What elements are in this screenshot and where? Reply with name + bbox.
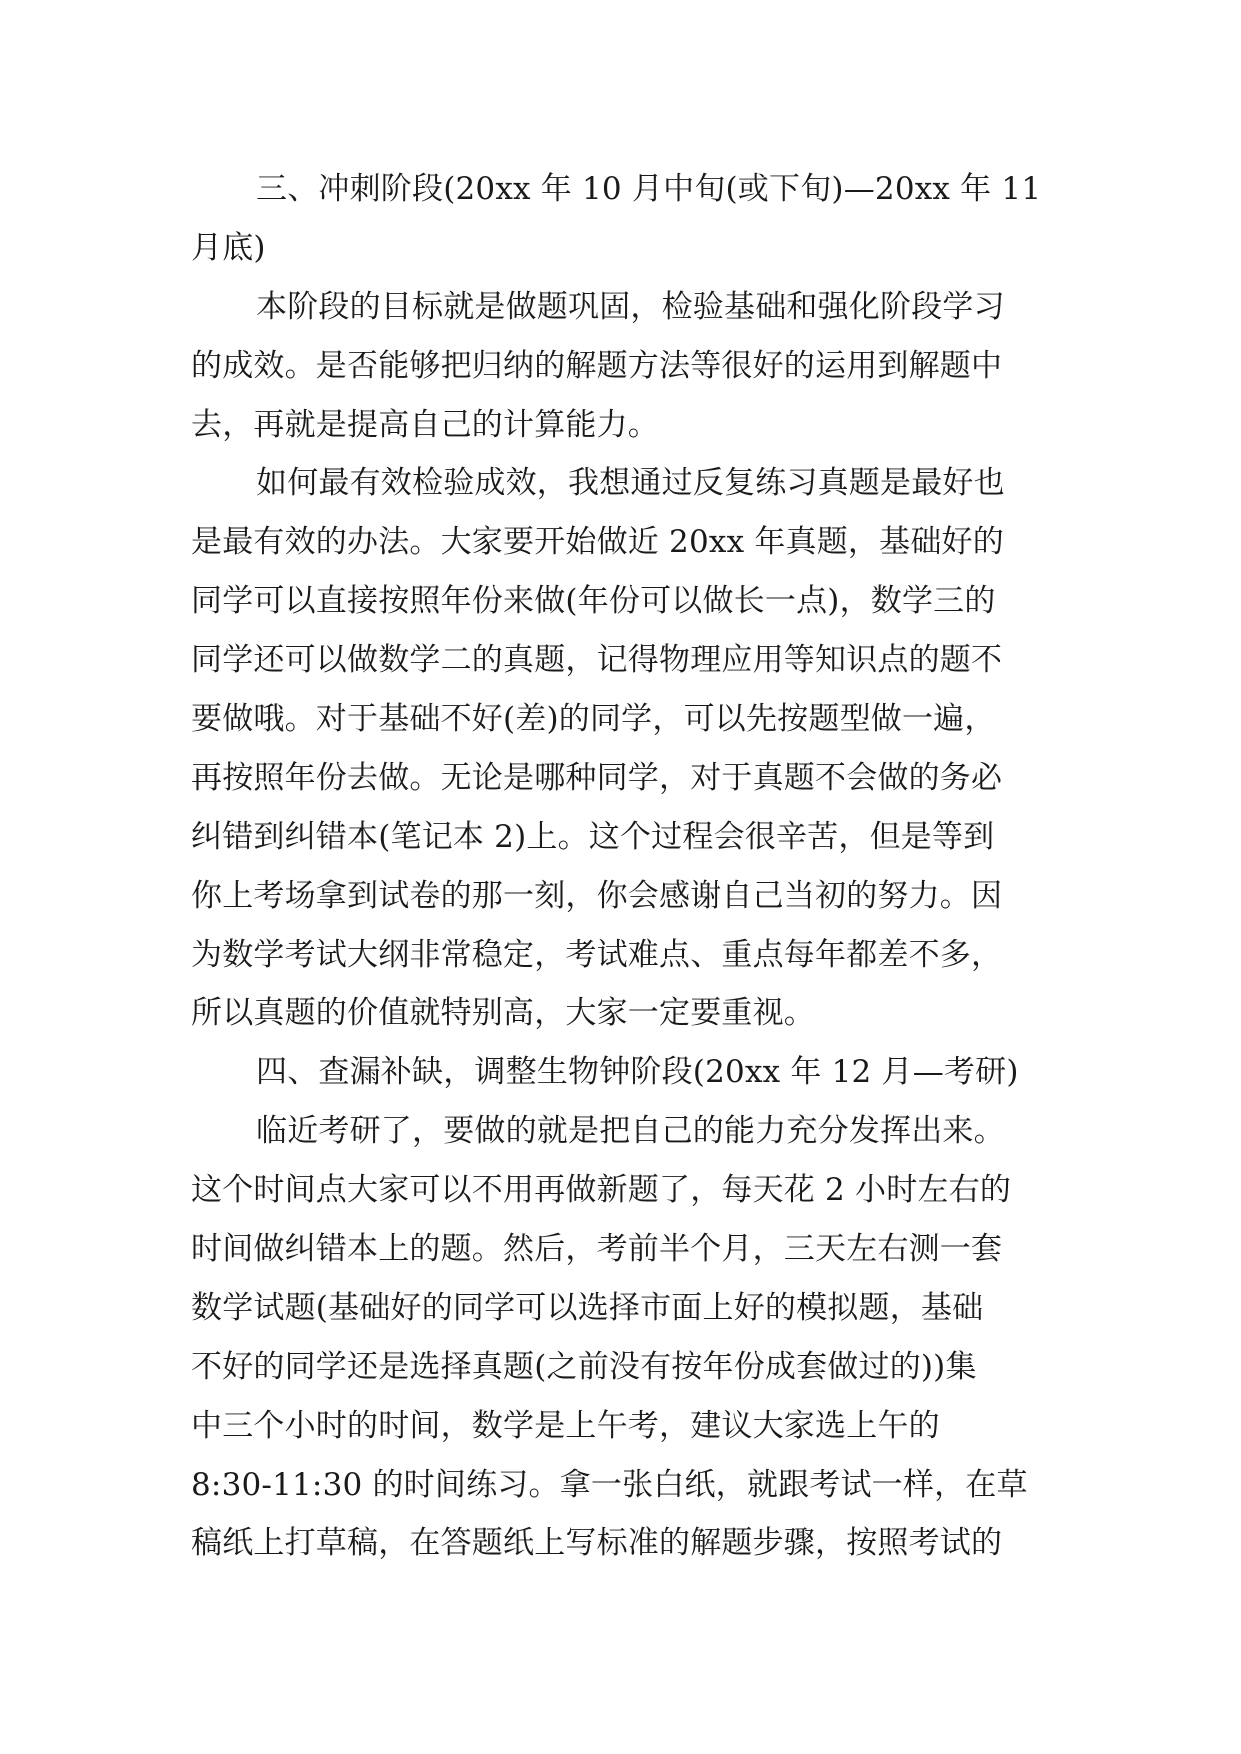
paragraph-line: 时间做纠错本上的题。然后，考前半个月，三天左右测一套 [191, 1231, 1003, 1268]
paragraph-line: 这个时间点大家可以不用再做新题了，每天花 2 小时左右的 [191, 1172, 1012, 1209]
paragraph-line: 不好的同学还是选择真题(之前没有按年份成套做过的))集 [191, 1348, 977, 1385]
paragraph-line: 数学试题(基础好的同学可以选择市面上好的模拟题，基础 [191, 1289, 984, 1326]
paragraph-line: 再按照年份去做。无论是哪种同学，对于真题不会做的务必 [191, 759, 1003, 796]
paragraph-line: 为数学考试大纲非常稳定，考试难点、重点每年都差不多， [191, 936, 1003, 973]
document-body [191, 160, 1071, 1573]
section-heading-review-stage: 四、查漏补缺，调整生物钟阶段(20xx 年 12 月—考研) [256, 1054, 1019, 1091]
paragraph-line: 纠错到纠错本(笔记本 2)上。这个过程会很辛苦，但是等到 [191, 818, 995, 855]
paragraph-line: 稿纸上打草稿，在答题纸上写标准的解题步骤，按照考试的 [191, 1525, 1003, 1562]
paragraph-line: 如何最有效检验成效，我想通过反复练习真题是最好也 [256, 465, 1005, 502]
paragraph-line: 中三个小时的时间，数学是上午考，建议大家选上午的 [191, 1407, 940, 1444]
paragraph-line: 临近考研了，要做的就是把自己的能力充分发挥出来。 [256, 1113, 1005, 1150]
paragraph-line: 你上考场拿到试卷的那一刻，你会感谢自己当初的努力。因 [191, 877, 1003, 914]
paragraph-line: 同学可以直接按照年份来做(年份可以做长一点)，数学三的 [191, 583, 996, 620]
paragraph-line: 同学还可以做数学二的真题，记得物理应用等知识点的题不 [191, 642, 1003, 679]
paragraph-line: 8:30-11:30 的时间练习。拿一张白纸，就跟考试一样，在草 [191, 1466, 1028, 1503]
paragraph-line: 要做哦。对于基础不好(差)的同学，可以先按题型做一遍， [191, 701, 996, 738]
section-heading-sprint-stage-continued: 月底) [191, 229, 266, 266]
section-heading-sprint-stage: 三、冲刺阶段(20xx 年 10 月中旬(或下旬)—20xx 年 11 [256, 171, 1042, 207]
paragraph-line: 所以真题的价值就特别高，大家一定要重视。 [191, 995, 815, 1032]
paragraph-line: 本阶段的目标就是做题巩固，检验基础和强化阶段学习 [256, 288, 1005, 325]
paragraph-line: 去，再就是提高自己的计算能力。 [191, 406, 659, 443]
paragraph-line: 的成效。是否能够把归纳的解题方法等很好的运用到解题中 [191, 347, 1003, 384]
paragraph-line: 是最有效的办法。大家要开始做近 20xx 年真题，基础好的 [191, 524, 1004, 561]
